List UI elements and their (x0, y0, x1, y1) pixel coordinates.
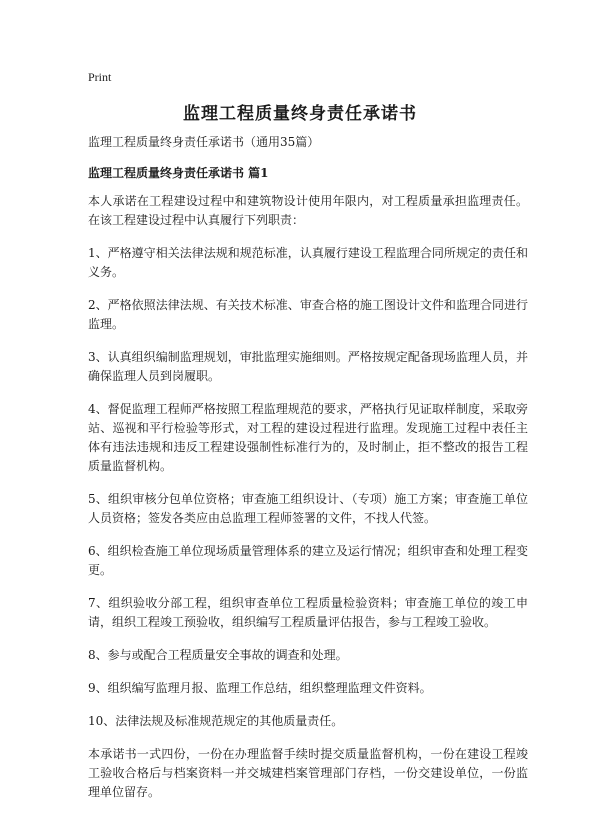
paragraph-intro: 本人承诺在工程建设过程中和建筑物设计使用年限内，对工程质量承担监理责任。在该工程建设过程中认真履行下列职责： (88, 194, 528, 227)
paragraph-item-3: 3、认真组织编制监理规划，审批监理实施细则。严格按规定配备现场监理人员，并确保监理人员到岗履职。 (88, 350, 528, 383)
document-subtitle: 监理工程质量终身责任承诺书（通用35篇） (88, 135, 320, 149)
paragraph-item-8: 8、参与或配合工程质量安全事故的调查和处理。 (88, 648, 348, 662)
paragraph-item-10: 10、法律法规及标准规范规定的其他质量责任。 (88, 714, 344, 728)
paragraph-item-6: 6、组织检查施工单位现场质量管理体系的建立及运行情况；组织审查和处理工程变更。 (88, 544, 528, 577)
paragraph-item-9: 9、组织编写监理月报、监理工作总结，组织整理监理文件资料。 (88, 681, 432, 695)
paragraph-item-4: 4、督促监理工程师严格按照工程监理规范的要求，严格执行见证取样制度，采取旁站、巡视和平行检验等形式，对工程的建设过程进行监理。发现施工过程中表任主体有违法违规和违反工程建设强制性标准行为的，及时制止，拒不整改的报告工程质量监督机构。 (88, 402, 528, 473)
paragraph-item-5: 5、组织审核分包单位资格；审查施工组织设计、（专项）施工方案；审查施工单位人员资格；签发各类应由总监理工程师签署的文件，不找人代签。 (88, 492, 528, 525)
paragraph-closing: 本承诺书一式四份，一份在办理监督手续时提交质量监督机构，一份在建设工程竣工验收合格后与档案资料一并交城建档案管理部门存档，一份交建设单位，一份监理单位留存。 (88, 747, 528, 799)
section-heading: 监理工程质量终身责任承诺书 篇1 (88, 166, 269, 180)
document-title: 监理工程质量终身责任承诺书 (183, 104, 417, 124)
paragraph-item-7: 7、组织验收分部工程，组织审查单位工程质量检验资料；审查施工单位的竣工申请，组织工程竣工预验收，组织编写工程质量评估报告，参与工程竣工验收。 (88, 596, 528, 629)
print-link[interactable]: Print (88, 70, 112, 84)
paragraph-item-1: 1、严格遵守相关法律法规和规范标准，认真履行建设工程监理合同所规定的责任和义务。 (88, 246, 528, 279)
document-body (88, 133, 528, 816)
paragraph-item-2: 2、严格依照法律法规、有关技术标准、审查合格的施工图设计文件和监理合同进行监理。 (88, 298, 528, 331)
